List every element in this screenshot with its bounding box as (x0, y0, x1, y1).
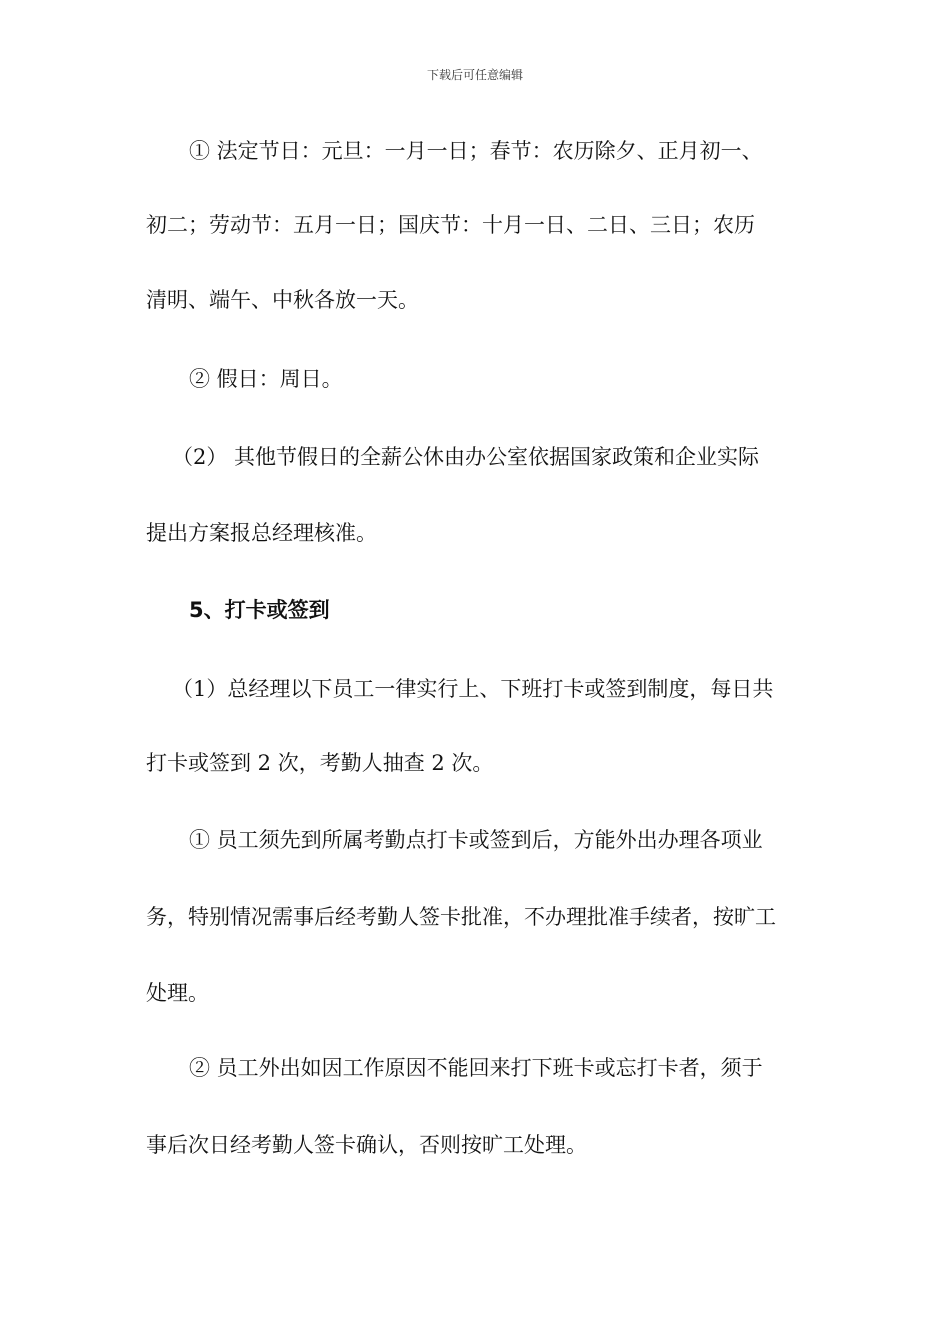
paragraph-line-11: 务，特别情况需事后经考勤人签卡批准，不办理批准手续者，按旷工 (146, 905, 776, 929)
paragraph-line-8: （1）总经理以下员工一律实行上、下班打卡或签到制度，每日共 (172, 677, 774, 701)
paragraph-line-2: 初二；劳动节：五月一日；国庆节：十月一日、二日、三日；农历 (146, 213, 755, 237)
section-heading: 5、打卡或签到 (189, 598, 330, 622)
paragraph-line-10: ① 员工须先到所属考勤点打卡或签到后，方能外出办理各项业 (189, 828, 763, 852)
paragraph-line-6: 提出方案报总经理核准。 (146, 521, 377, 545)
paragraph-line-5: （2） 其他节假日的全薪公休由办公室依据国家政策和企业实际 (172, 445, 760, 469)
paragraph-line-12: 处理。 (146, 981, 209, 1005)
paragraph-line-9: 打卡或签到 2 次，考勤人抽查 2 次。 (146, 751, 494, 775)
page-header-note: 下载后可任意编辑 (426, 68, 523, 82)
paragraph-line-1: ① 法定节日：元旦：一月一日；春节：农历除夕、正月初一、 (189, 139, 763, 163)
paragraph-line-14: 事后次日经考勤人签卡确认，否则按旷工处理。 (146, 1133, 587, 1157)
paragraph-line-13: ② 员工外出如因工作原因不能回来打下班卡或忘打卡者，须于 (189, 1056, 763, 1080)
paragraph-line-3: 清明、端午、中秋各放一天。 (146, 288, 419, 312)
paragraph-line-4: ② 假日：周日。 (189, 367, 343, 391)
